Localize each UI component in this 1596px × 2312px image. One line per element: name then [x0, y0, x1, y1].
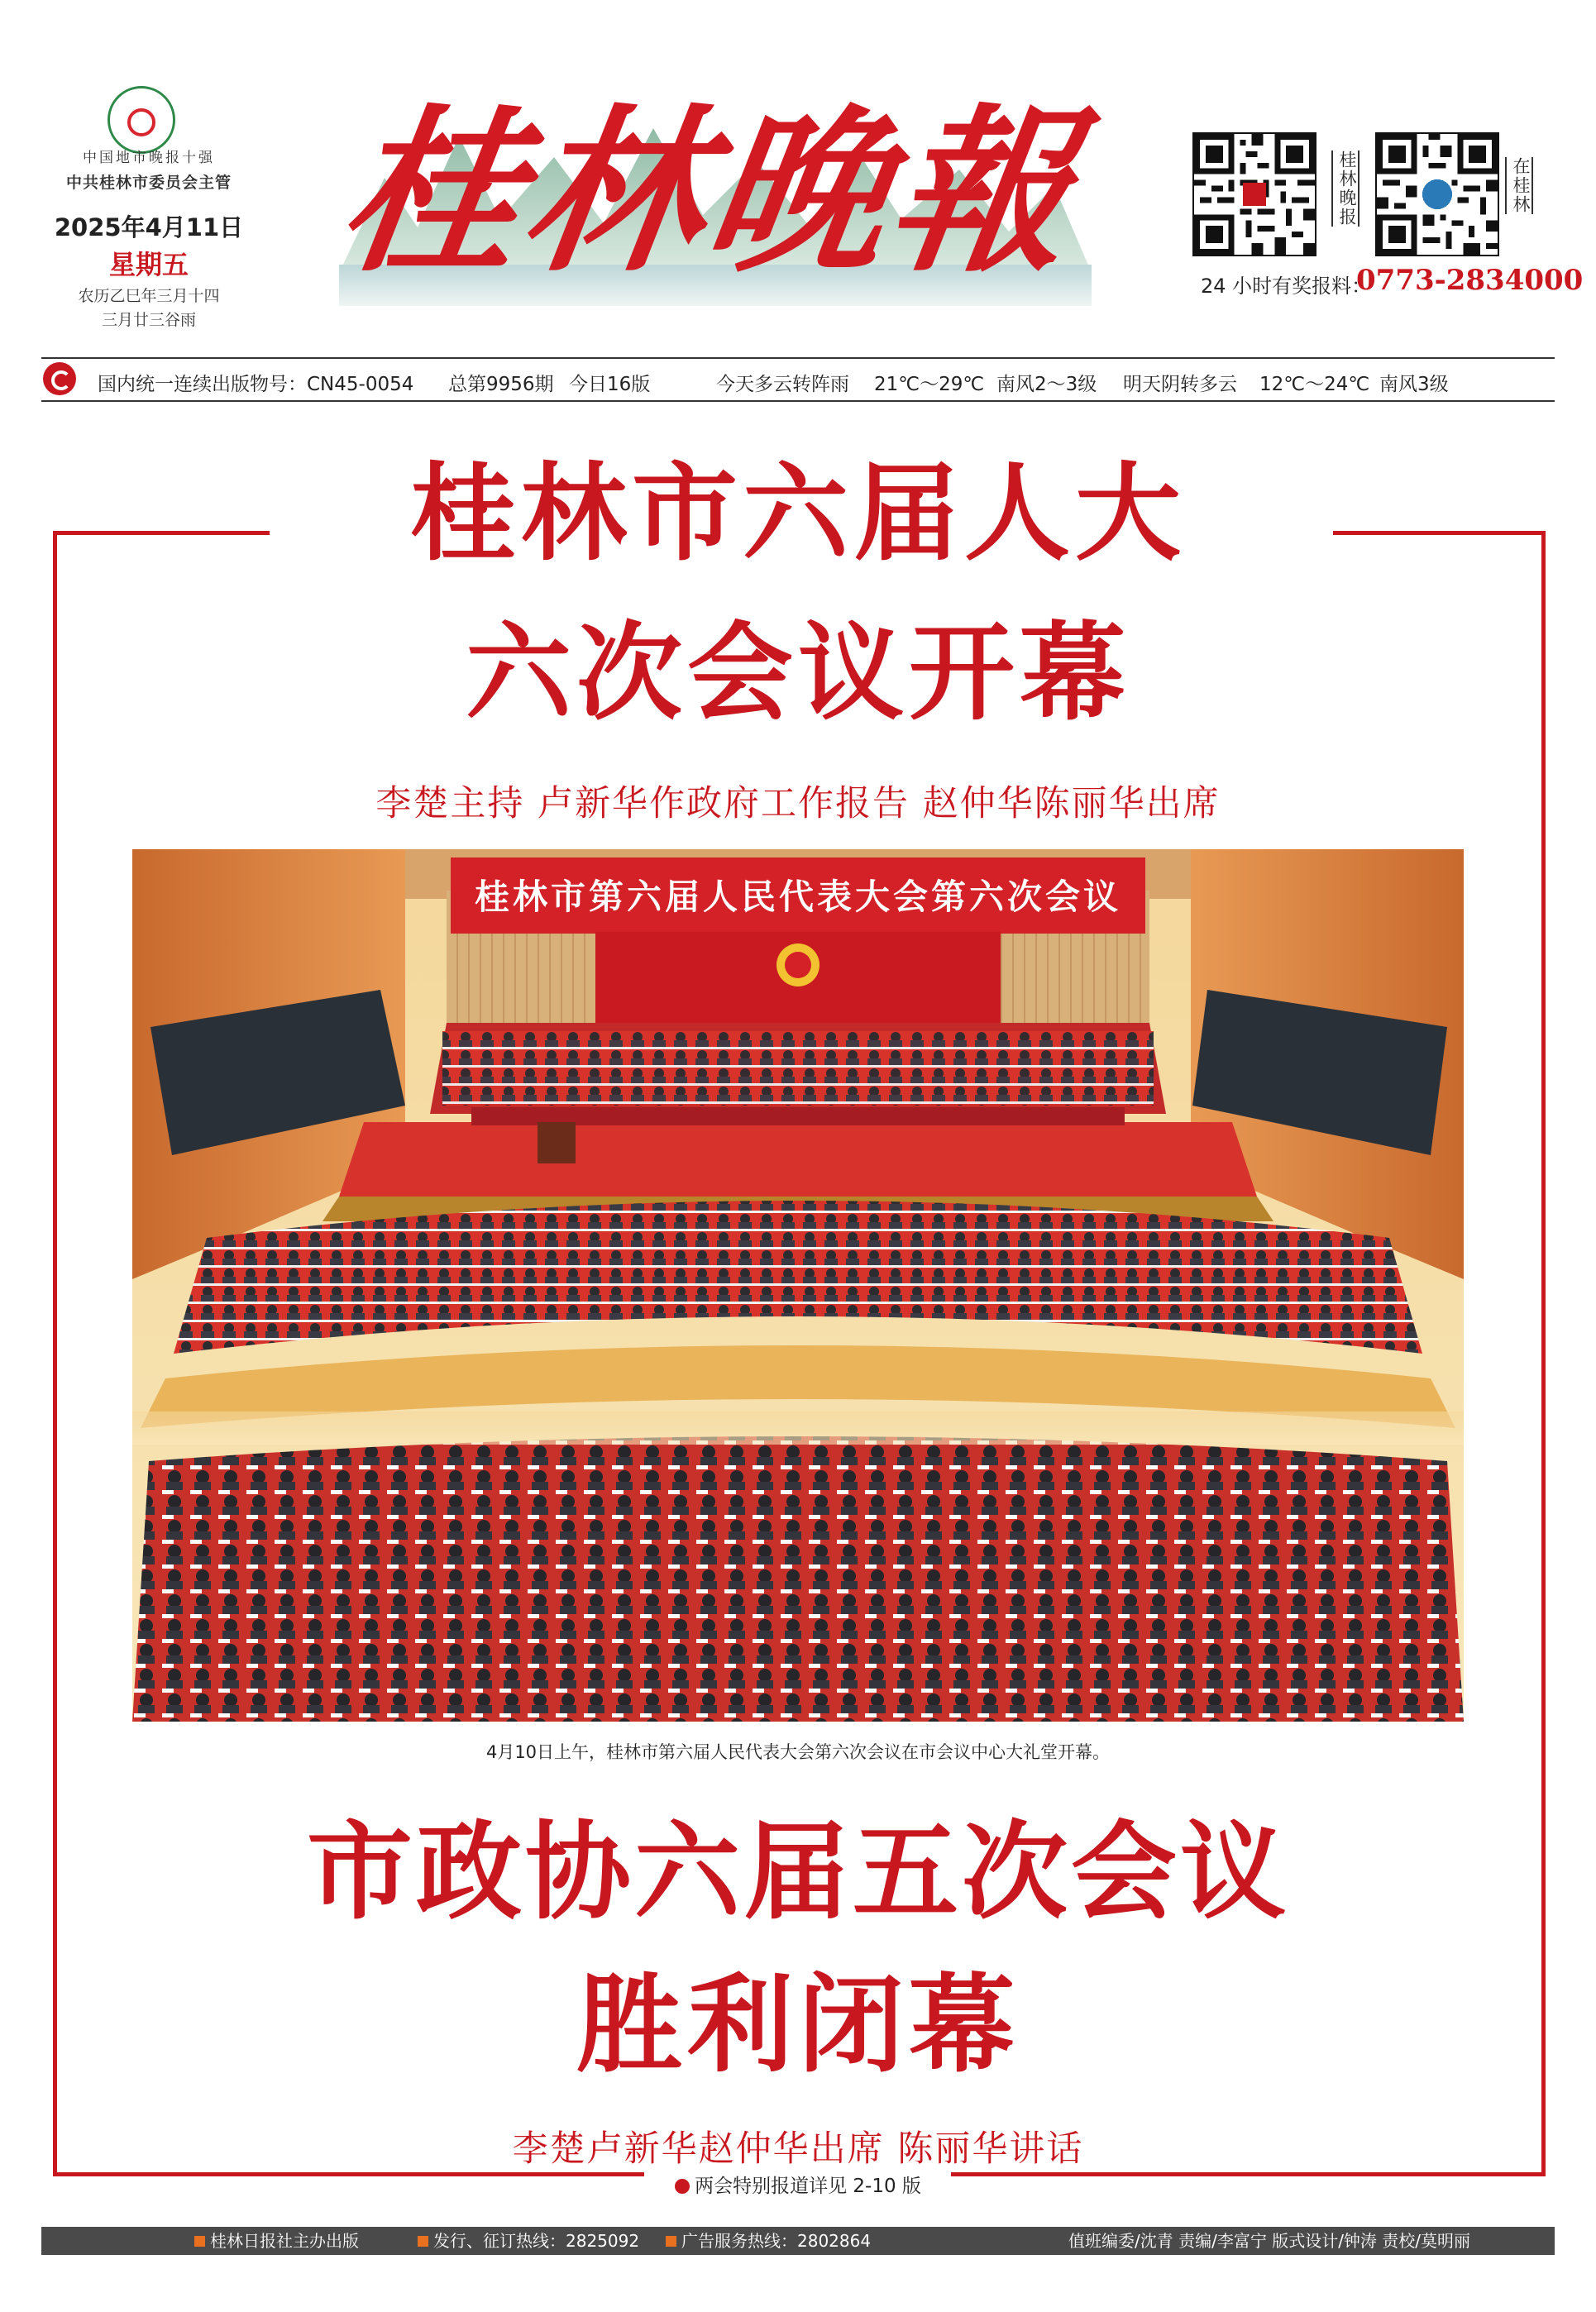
wind-today: 南风2～3级 [996, 374, 1097, 395]
subhead-cppcc: 李楚卢新华赵仲华出席 陈丽华讲话 [512, 2128, 1084, 2170]
weather-tomorrow: 明天阴转多云 [1123, 374, 1237, 395]
qr-code-guilin-evening-news [1192, 132, 1316, 256]
qr-code-zai-guilin [1375, 132, 1499, 256]
special-report-note [0, 2171, 1596, 2198]
subhead-npc: 李楚主持 卢新华作政府工作报告 赵仲华陈丽华出席 [375, 783, 1221, 824]
orange-square-icon [666, 2236, 676, 2247]
footer-publisher-text: 桂林日报社主办出版 [210, 2231, 359, 2251]
slogan: 中国地市晚报十强 [83, 150, 215, 166]
headline-cppcc-line2: 胜利闭幕 [576, 1964, 1020, 2087]
solar-term: 三月廿三谷雨 [101, 311, 196, 329]
footer-publisher [194, 2228, 359, 2253]
headline-npc-line1: 桂林市六届人大 [409, 452, 1186, 576]
masthead-title: 桂林晚報 [328, 87, 1090, 296]
footer-subscription [418, 2228, 639, 2253]
lunar-date: 农历乙巳年三月十四 [78, 287, 220, 305]
newspaper-emblem-icon [43, 362, 76, 395]
photo-caption: 4月10日上午，桂林市第六届人民代表大会第六次会议在市会议中心大礼堂开幕。 [485, 1742, 1111, 1762]
page-count: 今日16版 [569, 374, 651, 395]
weather-today: 今天多云转阵雨 [716, 374, 849, 395]
headline-cppcc-line1: 市政协六届五次会议 [306, 1811, 1289, 1934]
issue-number: 总第9956期 [448, 374, 554, 395]
weekday: 星期五 [108, 249, 189, 280]
hotline-label: 24 小时有奖报料： [1201, 275, 1372, 298]
footer-ad-hotline [666, 2228, 871, 2253]
qr1-label: 桂林晚报 [1331, 150, 1359, 227]
info-bar-top-rule [41, 357, 1555, 359]
info-bar-bottom-rule [41, 400, 1555, 402]
sponsor-line: 中共桂林市委员会主管 [65, 174, 232, 192]
footer-ad-hotline-text: 广告服务热线：2802864 [681, 2231, 872, 2251]
wind-tomorrow: 南风3级 [1379, 374, 1449, 395]
orange-square-icon [194, 2236, 205, 2247]
qr2-label: 在桂林 [1505, 157, 1533, 214]
publication-number: 国内统一连续出版物号：CN45-0054 [98, 374, 414, 395]
newspaper-seal-logo [108, 86, 175, 154]
footer-credits: 值班编委/沈青 责编/李富宁 版式设计/钟涛 责校/莫明丽 [1068, 2231, 1471, 2251]
footer-subscription-text: 发行、征订热线：2825092 [433, 2231, 640, 2251]
red-dot-icon [675, 2179, 690, 2194]
special-report-text: 两会特别报道详见 2-10 版 [695, 2176, 921, 2197]
hotline-number: 0773-2834000 [1356, 264, 1584, 297]
issue-date: 2025年4月11日 [54, 213, 244, 241]
orange-square-icon [418, 2236, 428, 2247]
temperature-tomorrow: 12℃～24℃ [1259, 374, 1370, 395]
temperature-today: 21℃～29℃ [874, 374, 985, 395]
assembly-banner: 桂林市第六届人民代表大会第六次会议 [474, 877, 1122, 917]
assembly-hall-photo [132, 849, 1464, 1722]
headline-npc-line2: 六次会议开幕 [465, 612, 1130, 735]
